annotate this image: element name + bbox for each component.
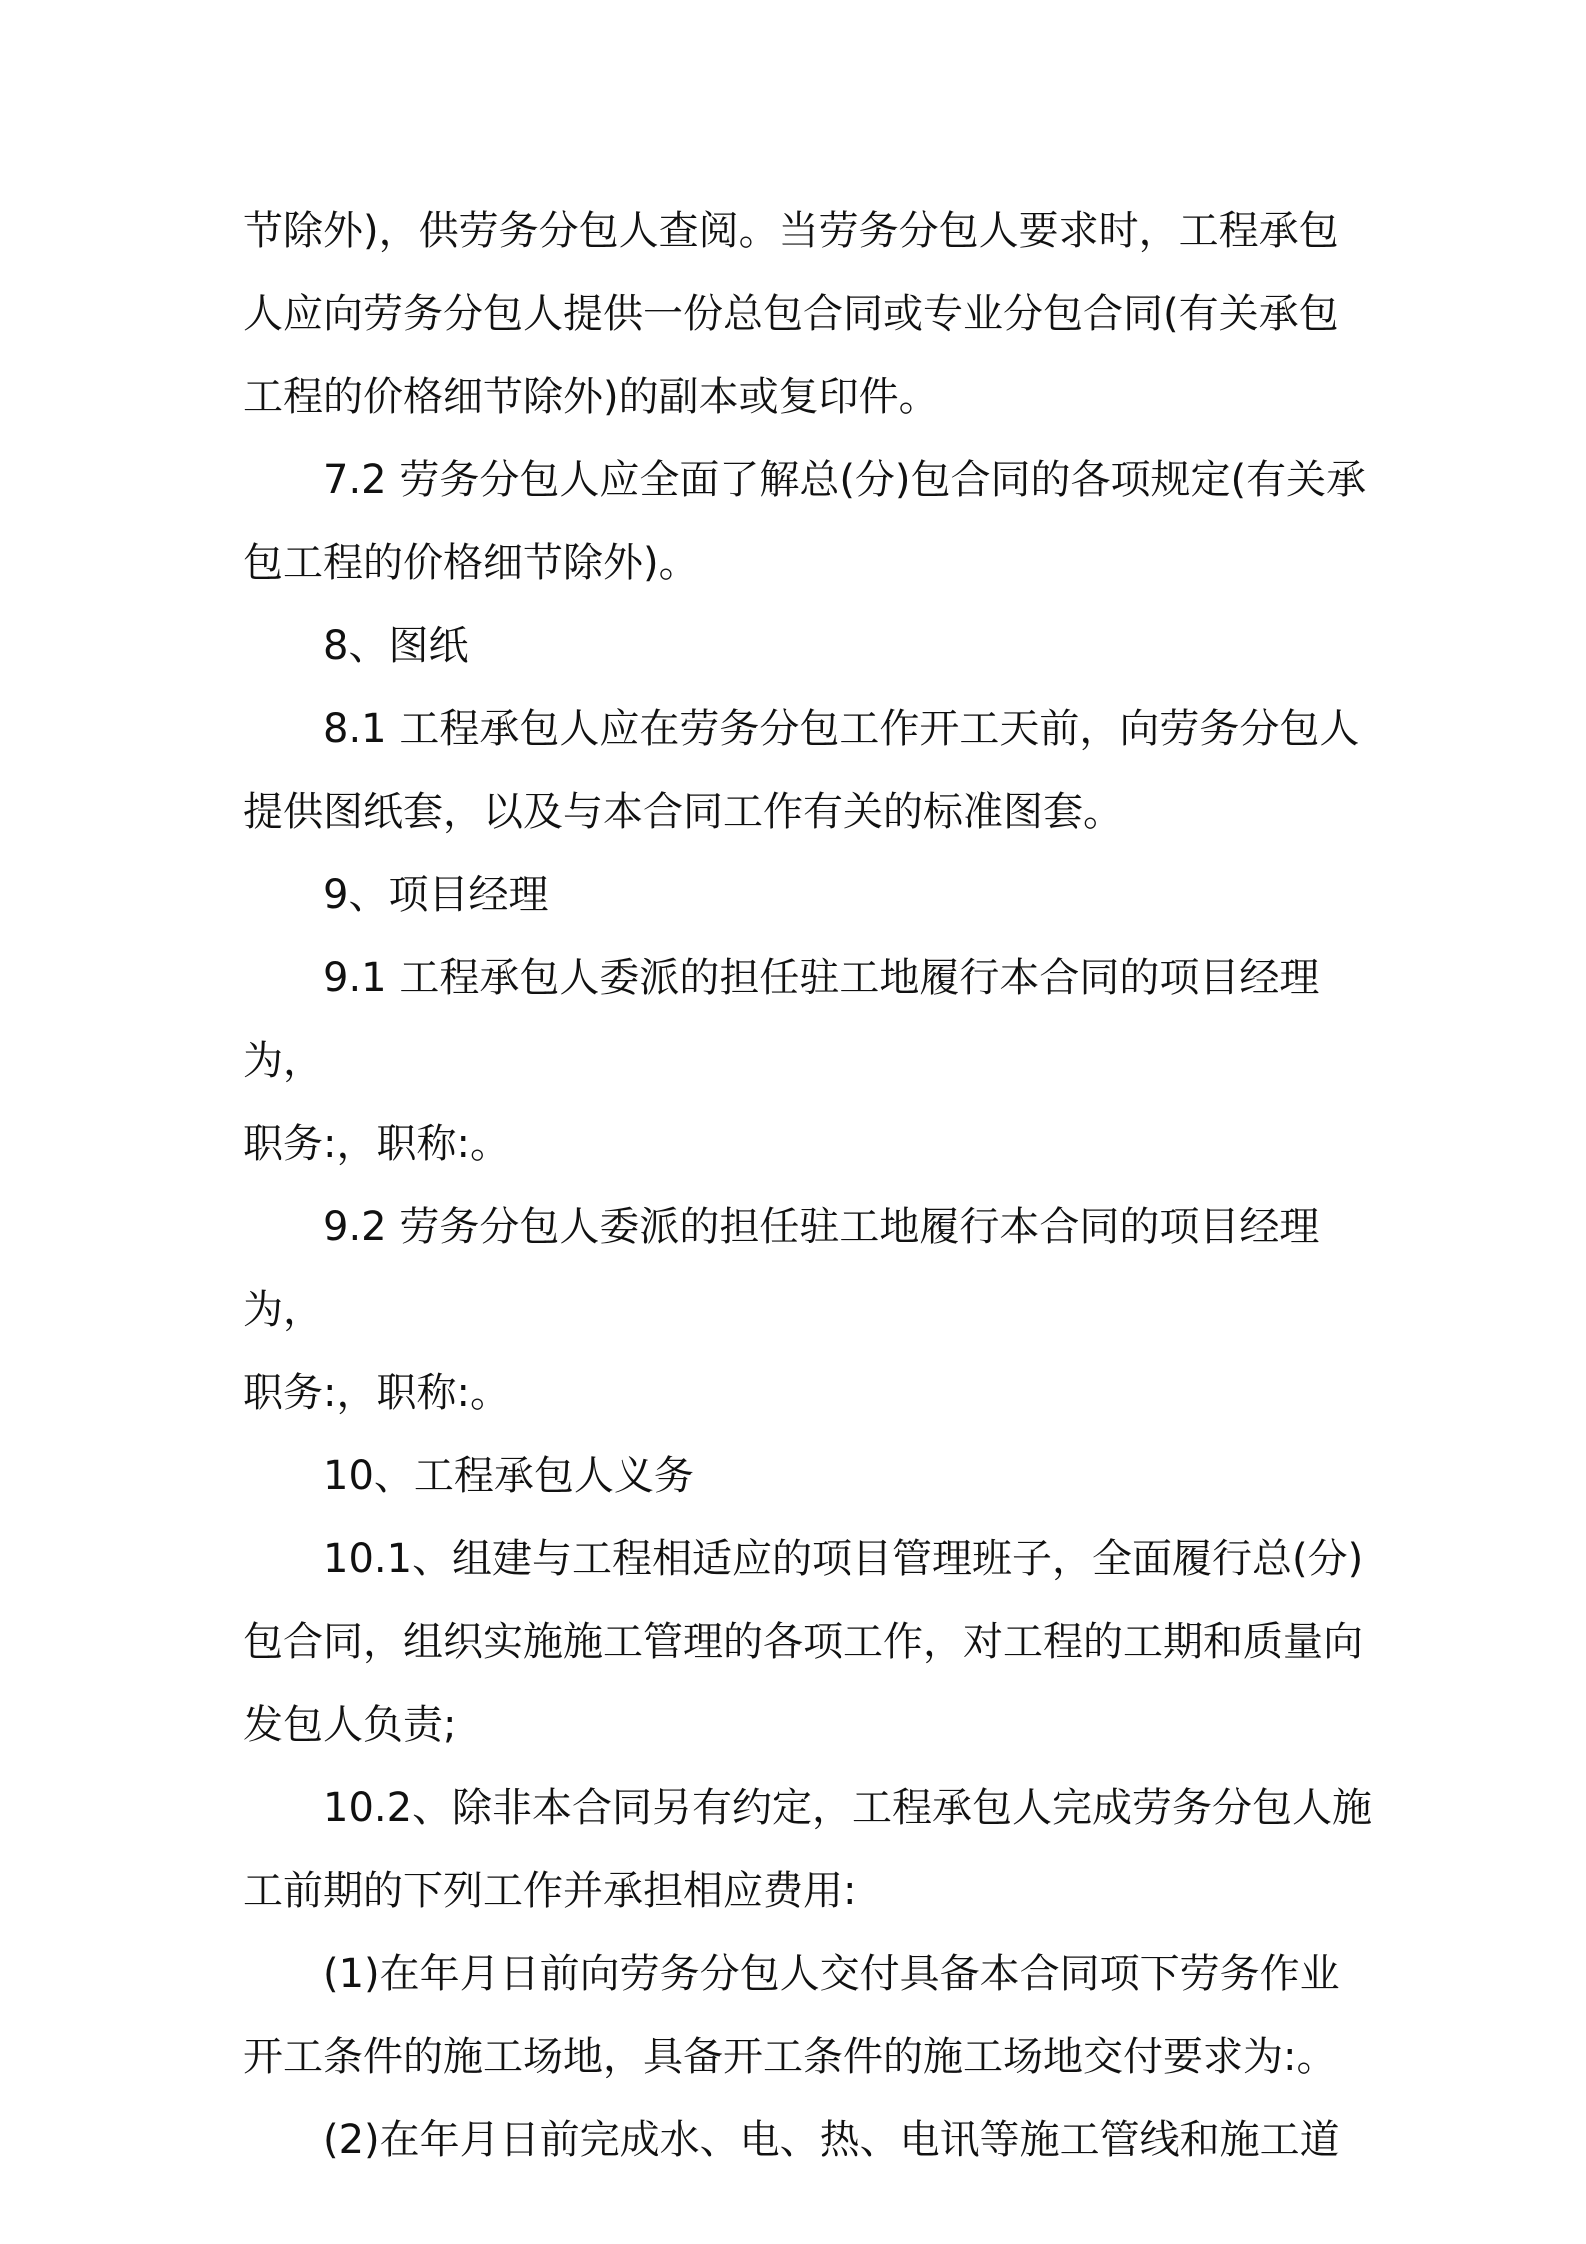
paragraph-line: 发包人负责; [243, 1702, 457, 1748]
paragraph-line: 9.2 劳务分包人委派的担任驻工地履行本合同的项目经理为， [243, 1204, 1320, 1333]
paragraph [243, 1186, 1373, 1435]
paragraph-line: 8、图纸 [323, 623, 469, 669]
paragraph-line: 工程的价格细节除外)的副本或复印件。 [243, 374, 939, 420]
paragraph-line: 9、项目经理 [323, 872, 549, 918]
paragraph-line: 10.2、除非本合同另有约定，工程承包人完成劳务分包人施 [323, 1785, 1373, 1831]
paragraph-line: (1)在年月日前向劳务分包人交付具备本合同项下劳务作业 [323, 1951, 1340, 1997]
paragraph-line: 提供图纸套，以及与本合同工作有关的标准图套。 [243, 789, 1123, 835]
paragraph [243, 1518, 1373, 1767]
paragraph [243, 439, 1373, 605]
paragraph-line: 工前期的下列工作并承担相应费用: [243, 1868, 857, 1914]
paragraph-line: 开工条件的施工场地，具备开工条件的施工场地交付要求为:。 [243, 2034, 1337, 2080]
paragraph-line: (2)在年月日前完成水、电、热、电讯等施工管线和施工道 [323, 2117, 1340, 2163]
paragraph [243, 1767, 1373, 1933]
paragraph [243, 854, 1373, 937]
paragraph-line: 10、工程承包人义务 [323, 1453, 694, 1499]
paragraph-line: 7.2 劳务分包人应全面了解总(分)包合同的各项规定(有关承 [323, 457, 1367, 503]
paragraph-line: 包工程的价格细节除外)。 [243, 540, 699, 586]
paragraph-line: 职务:，职称:。 [243, 1121, 510, 1167]
paragraph-line: 人应向劳务分包人提供一份总包合同或专业分包合同(有关承包 [243, 291, 1339, 337]
paragraph [243, 937, 1373, 1186]
paragraph [243, 688, 1373, 854]
document-body [243, 190, 1373, 2182]
paragraph-line: 包合同，组织实施施工管理的各项工作，对工程的工期和质量向 [243, 1619, 1363, 1665]
paragraph-line: 9.1 工程承包人委派的担任驻工地履行本合同的项目经理为， [243, 955, 1320, 1084]
paragraph-line: 10.1、组建与工程相适应的项目管理班子，全面履行总(分) [323, 1536, 1364, 1582]
paragraph [243, 2099, 1373, 2182]
paragraph-line: 职务:，职称:。 [243, 1370, 510, 1416]
paragraph [243, 190, 1373, 439]
paragraph [243, 605, 1373, 688]
paragraph [243, 1933, 1373, 2099]
paragraph [243, 1435, 1373, 1518]
paragraph-line: 8.1 工程承包人应在劳务分包工作开工天前，向劳务分包人 [323, 706, 1360, 752]
paragraph-line: 节除外)，供劳务分包人查阅。当劳务分包人要求时，工程承包 [243, 208, 1339, 254]
